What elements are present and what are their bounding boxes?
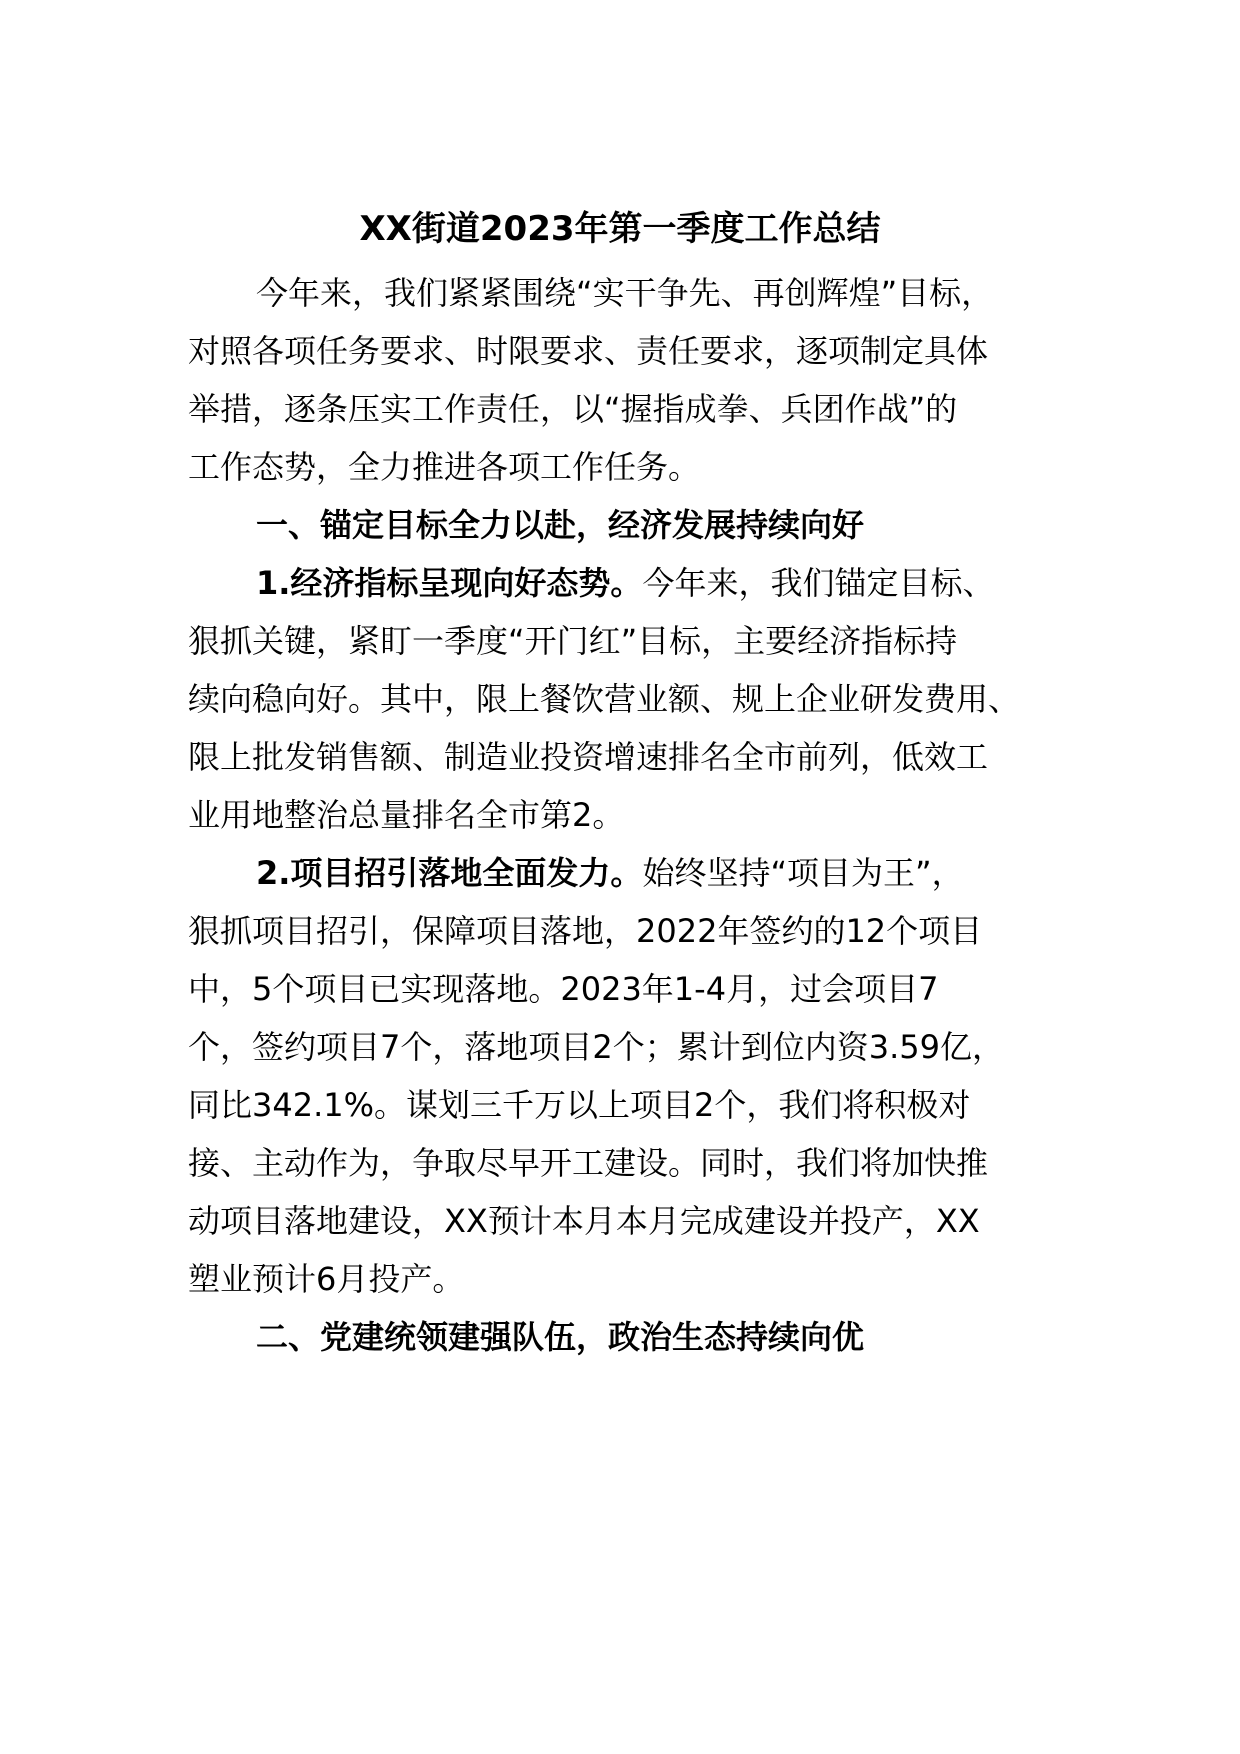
item-1-line-3: 续向稳向好。其中，限上餐饮营业额、规上企业研发费用、 (188, 680, 1021, 718)
item-2-line-4: 个，签约项目7个，落地项目2个；累计到位内资3.59亿， (188, 1028, 1004, 1066)
item-1-line-4: 限上批发销售额、制造业投资增速排名全市前列，低效工 (188, 738, 989, 776)
intro-line-1: 今年来，我们紧紧围绕“实干争先、再创辉煌”目标， (256, 274, 994, 312)
intro-line-2: 对照各项任务要求、时限要求、责任要求，逐项制定具体 (188, 332, 989, 370)
item-2-first-line (256, 850, 964, 896)
item-1-first-line (256, 560, 994, 606)
section-1-heading: 一、锚定目标全力以赴，经济发展持续向好 (256, 506, 865, 544)
item-2-line-2: 狠抓项目招引，保障项目落地，2022年签约的12个项目 (188, 912, 983, 950)
item-1-heading: 1.经济指标呈现向好态势。 (256, 564, 643, 602)
item-1-line-2: 狠抓关键，紧盯一季度“开门红”目标，主要经济指标持 (188, 622, 958, 660)
section-2-heading: 二、党建统领建强队伍，政治生态持续向优 (256, 1318, 865, 1356)
item-2-line-8: 塑业预计6月投产。 (188, 1260, 465, 1298)
item-2-heading: 2.项目招引落地全面发力。 (256, 854, 643, 892)
item-2-line-6: 接、主动作为，争取尽早开工建设。同时，我们将加快推 (188, 1144, 989, 1182)
item-2-line-5: 同比342.1%。谋划三千万以上项目2个，我们将积极对 (188, 1086, 971, 1124)
intro-line-3: 举措，逐条压实工作责任，以“握指成拳、兵团作战”的 (188, 390, 958, 428)
document-title: XX街道2023年第一季度工作总结 (359, 209, 881, 249)
item-2-line-3: 中，5个项目已实现落地。2023年1-4月，过会项目7 (188, 970, 939, 1008)
item-2-line-7: 动项目落地建设，XX预计本月本月完成建设并投产，XX (188, 1202, 980, 1240)
item-1-line-5: 业用地整治总量排名全市第2。 (188, 796, 625, 834)
intro-line-4: 工作态势，全力推进各项工作任务。 (188, 448, 701, 486)
item-1-first-text: 今年来，我们锚定目标、 (642, 564, 995, 602)
item-2-first-text: 始终坚持“项目为王”， (642, 854, 964, 892)
